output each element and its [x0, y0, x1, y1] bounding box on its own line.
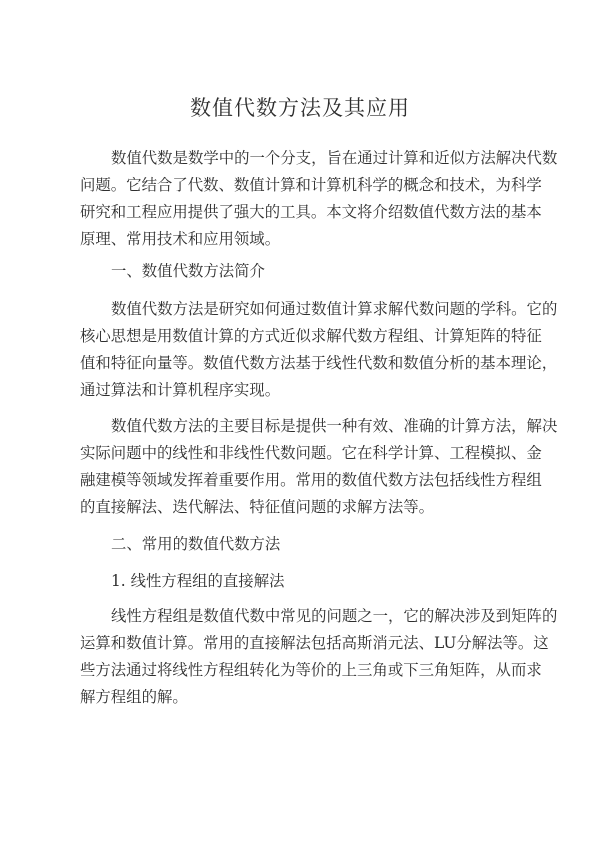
- paragraph-line: 值和特征向量等。数值代数方法基于线性代数和数值分析的基本理论，: [80, 354, 558, 372]
- paragraph-line: 些方法通过将线性方程组转化为等价的上三角或下三角矩阵，从而求: [80, 661, 542, 679]
- paragraph-line: 运算和数值计算。常用的直接解法包括高斯消元法、LU分解法等。这: [80, 634, 549, 652]
- paragraph-overview-2: [80, 413, 558, 521]
- paragraph-line: 研究和工程应用提供了强大的工具。本文将介绍数值代数方法的基本: [80, 203, 542, 221]
- paragraph-intro: [80, 145, 558, 253]
- paragraph-line: 核心思想是用数值计算的方式近似求解代数方程组、计算矩阵的特征: [80, 327, 542, 345]
- paragraph-line: 融建模等领域发挥着重要作用。常用的数值代数方法包括线性方程组: [80, 471, 542, 489]
- section-heading-common-methods: 二、常用的数值代数方法: [111, 535, 281, 553]
- paragraph-line: 问题。它结合了代数、数值计算和计算机科学的概念和技术，为科学: [80, 176, 542, 194]
- paragraph-line: 数值代数方法是研究如何通过数值计算求解代数问题的学科。它的: [111, 300, 558, 318]
- paragraph-line: 的直接解法、迭代解法、特征值问题的求解方法等。: [80, 498, 434, 516]
- paragraph-line: 实际问题中的线性和非线性代数问题。它在科学计算、工程模拟、金: [80, 444, 542, 462]
- paragraph-direct-solvers: [80, 603, 558, 711]
- paragraph-line: 通过算法和计算机程序实现。: [80, 381, 281, 399]
- paragraph-line: 原理、常用技术和应用领域。: [80, 230, 281, 248]
- subsection-heading-direct-solvers: 1. 线性方程组的直接解法: [111, 572, 285, 590]
- paragraph-overview-1: [80, 296, 558, 404]
- section-heading-overview: 一、数值代数方法简介: [111, 262, 265, 280]
- paragraph-line: 数值代数方法的主要目标是提供一种有效、准确的计算方法，解决: [111, 417, 558, 435]
- paragraph-line: 数值代数是数学中的一个分支，旨在通过计算和近似方法解决代数: [111, 149, 558, 167]
- document-title: 数值代数方法及其应用: [190, 96, 410, 120]
- paragraph-line: 解方程组的解。: [80, 688, 188, 706]
- paragraph-line: 线性方程组是数值代数中常见的问题之一，它的解决涉及到矩阵的: [111, 607, 558, 625]
